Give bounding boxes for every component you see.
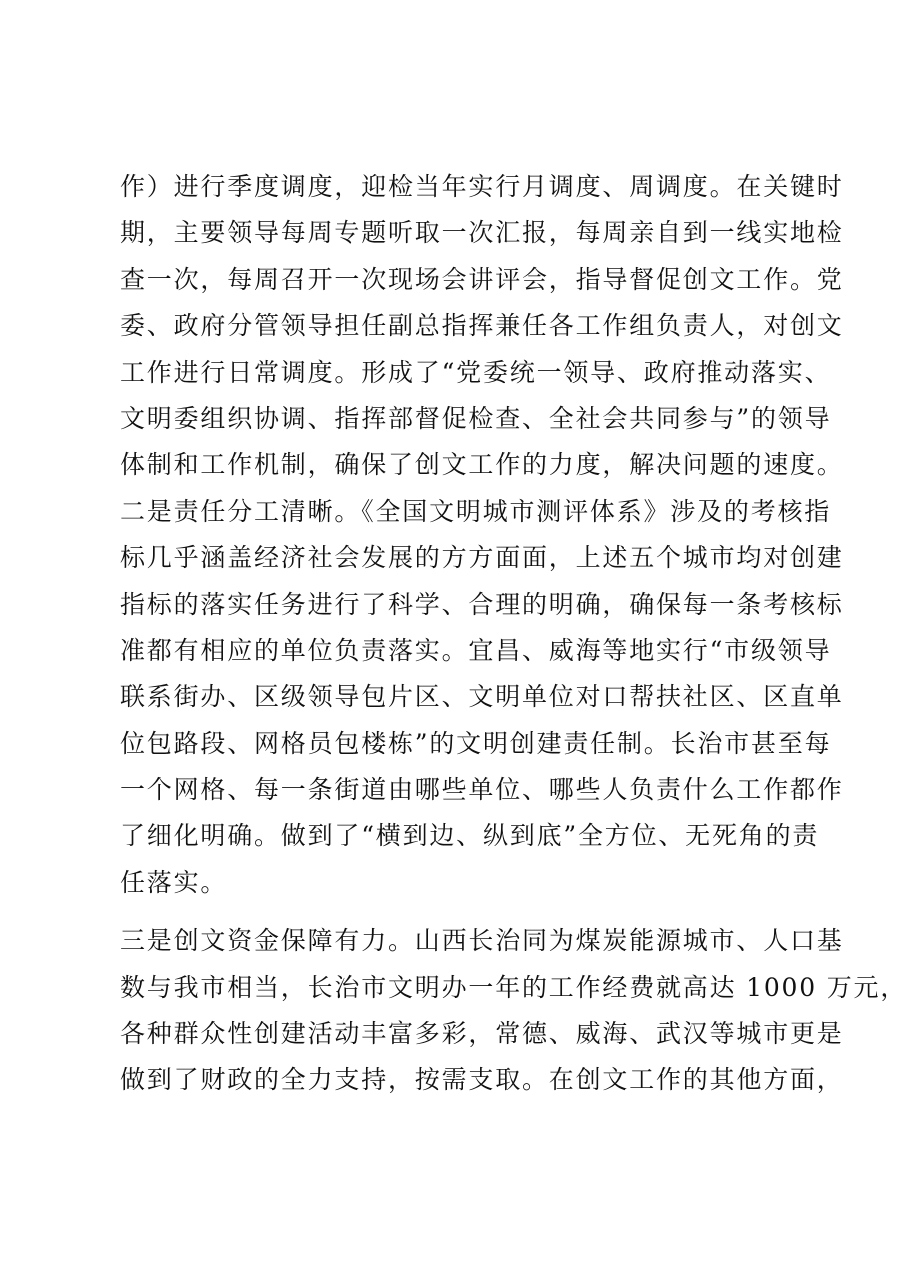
text-line: 联系街办、区级领导包片区、文明单位对口帮扶社区、区直单 (120, 682, 844, 712)
text-line: 作）进行季度调度，迎检当年实行月调度、周调度。在关键时 (120, 172, 844, 201)
text-line: 体制和工作机制，确保了创文工作的力度，解决问题的速度。 (120, 450, 844, 480)
text-line: 期，主要领导每周专题听取一次汇报，每周亲自到一线实地检 (120, 218, 844, 248)
text-line: 准都有相应的单位负责落实。宜昌、威海等地实行“市级领导 (120, 635, 832, 665)
text-line: 文明委组织协调、指挥部督促检查、全社会共同参与”的领导 (120, 403, 832, 433)
paragraph-spacer (120, 906, 810, 918)
text-line: 标几乎涵盖经济社会发展的方方面面，上述五个城市均对创建 (120, 543, 844, 573)
text-line: 了细化明确。做到了“横到边、纵到底”全方位、无死角的责 (120, 821, 820, 851)
text-line: 二是责任分工清晰。《全国文明城市测评体系》涉及的考核指 (120, 496, 832, 526)
document-body-text (120, 164, 908, 1104)
text-line: 查一次，每周召开一次现场会讲评会，指导督促创文工作。党 (120, 264, 844, 294)
text-line: 位包路段、网格员包楼栋”的文明创建责任制。长治市甚至每 (120, 728, 832, 758)
text-line: 委、政府分管领导担任副总指挥兼任各工作组负责人，对创文 (120, 311, 844, 341)
text-line: 一个网格、每一条街道由哪些单位、哪些人负责什么工作都作 (120, 775, 844, 805)
text-line: 指标的落实任务进行了科学、合理的明确，确保每一条考核标 (120, 589, 844, 619)
text-line: 工作进行日常调度。形成了“党委统一领导、政府推动落实、 (120, 357, 832, 387)
text-line: 三是创文资金保障有力。山西长治同为煤炭能源城市、人口基 (120, 926, 844, 956)
text-line: 各种群众性创建活动丰富多彩，常德、威海、武汉等城市更是 (120, 1019, 844, 1049)
text-line: 任落实。 (120, 867, 228, 897)
text-line: 做到了财政的全力支持，按需支取。在创文工作的其他方面， (120, 1065, 844, 1095)
text-line: 数与我市相当，长治市文明办一年的工作经费就高达 1000 万元， (120, 972, 908, 1002)
